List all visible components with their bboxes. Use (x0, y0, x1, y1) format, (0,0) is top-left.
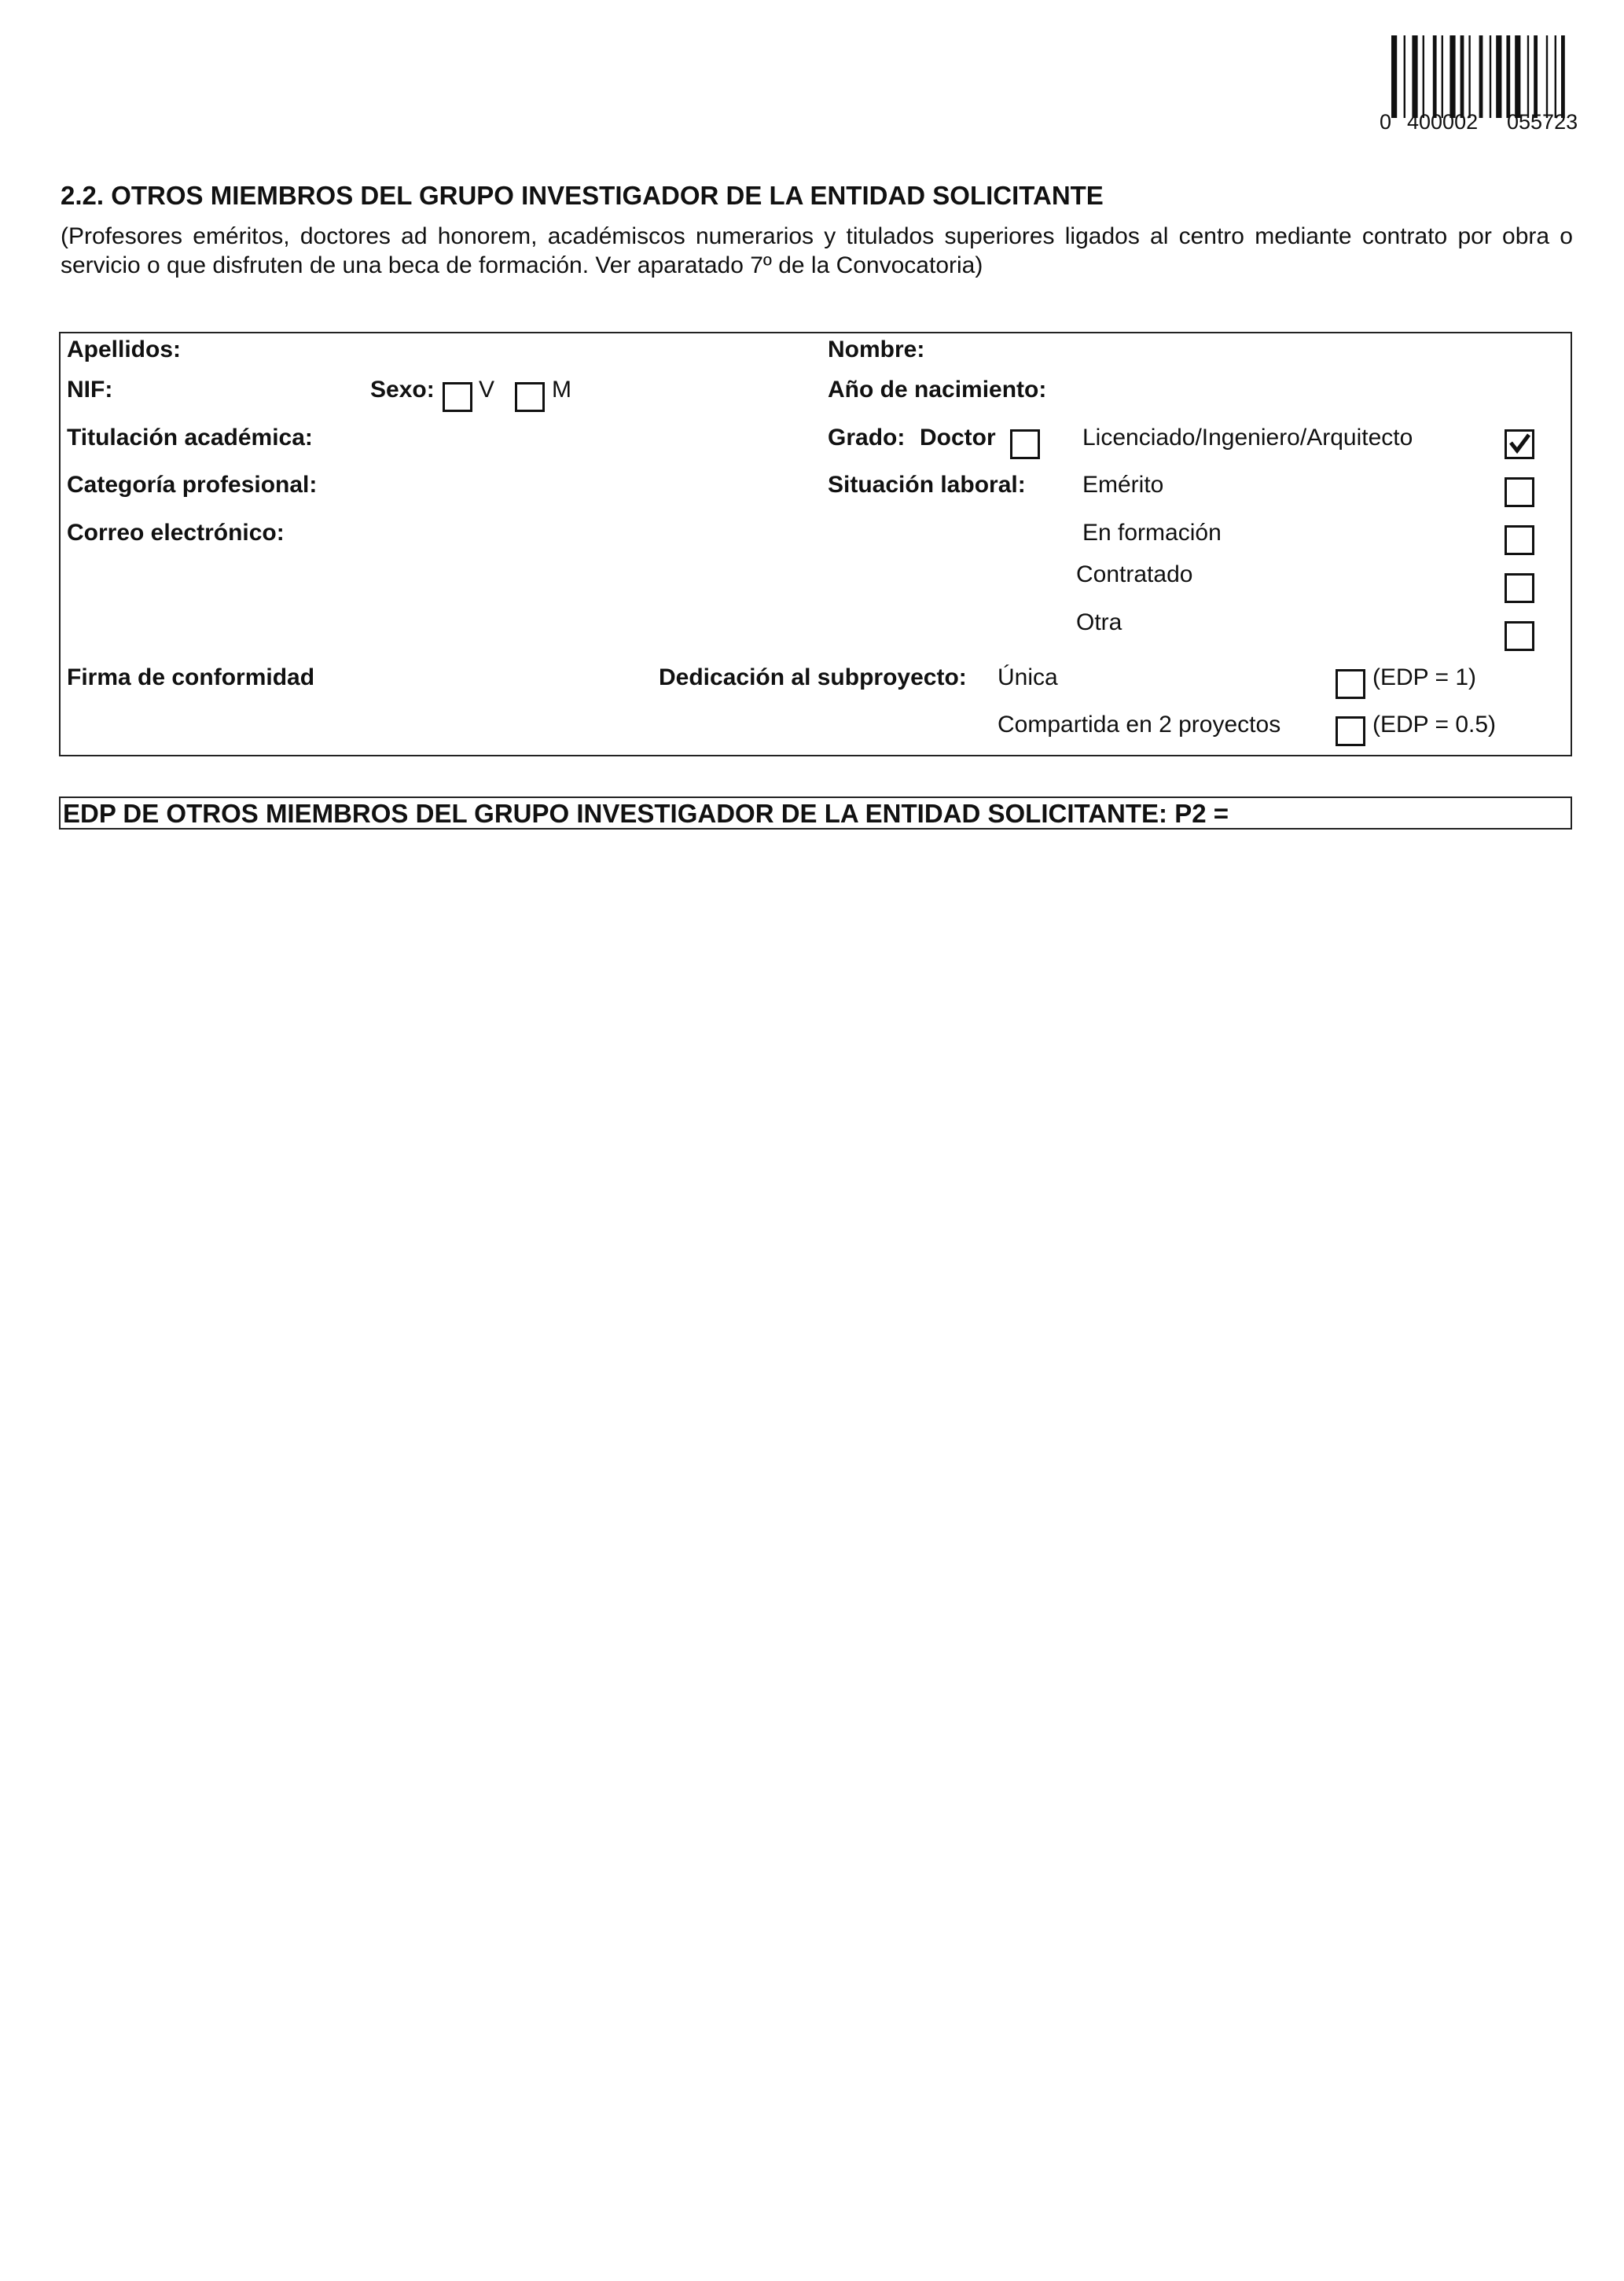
grado-label: Grado: (828, 425, 906, 451)
sexo-v-label: V (479, 377, 495, 403)
edp-summary-box (59, 797, 1572, 830)
dedicacion-unica-label: Única (998, 664, 1058, 690)
firma-label: Firma de conformidad (67, 664, 315, 690)
situacion-label: Situación laboral: (828, 472, 1026, 498)
situacion-otra-label: Otra (1076, 609, 1122, 635)
section-description: (Profesores eméritos, doctores ad honorem, académiscos numerarios y titulados superiores ligados al centro mediante contrato por obra o servicio o que disfruten de una beca de formación. Ver aparatado 7º de la Convocatoria) (61, 223, 1573, 278)
barcode-digits-right: 055723 (1507, 110, 1578, 134)
barcode-bar (1404, 35, 1405, 118)
doctor-checkbox[interactable] (1010, 429, 1040, 459)
unica-checkbox[interactable] (1336, 669, 1365, 699)
barcode-digits-mid: 400002 (1407, 110, 1479, 134)
barcode-bar (1506, 35, 1510, 118)
formacion-checkbox[interactable] (1505, 525, 1534, 555)
sexo-m-checkbox[interactable] (515, 382, 545, 412)
barcode-bar (1490, 35, 1491, 118)
sexo-label: Sexo: (370, 377, 435, 403)
dedicacion-unica-edp: (EDP = 1) (1372, 664, 1476, 690)
otra-checkbox[interactable] (1505, 621, 1534, 651)
section-title: 2.2. OTROS MIEMBROS DEL GRUPO INVESTIGADOR DE LA ENTIDAD SOLICITANTE (61, 181, 1104, 210)
checkmark-icon (1508, 432, 1530, 454)
barcode-bar (1433, 35, 1437, 118)
correo-label: Correo electrónico: (67, 520, 285, 546)
barcode-bar (1460, 35, 1464, 118)
categoria-label: Categoría profesional: (67, 472, 318, 498)
situacion-emerito-label: Emérito (1082, 472, 1164, 498)
sexo-v-checkbox[interactable] (443, 382, 472, 412)
barcode-bar (1423, 35, 1424, 118)
barcode-bar (1391, 35, 1397, 118)
ano-nacimiento-label: Año de nacimiento: (828, 377, 1047, 403)
emerito-checkbox[interactable] (1505, 477, 1534, 507)
situacion-formacion-label: En formación (1082, 520, 1222, 546)
grado-doctor-label: Doctor (920, 425, 996, 451)
barcode-bar (1468, 35, 1470, 118)
situacion-contratado-label: Contratado (1076, 561, 1193, 587)
titulacion-label: Titulación académica: (67, 425, 313, 451)
edp-summary-label: EDP DE OTROS MIEMBROS DEL GRUPO INVESTIGADOR DE LA ENTIDAD SOLICITANTE: P2 = (63, 799, 1229, 828)
barcode (1391, 35, 1589, 118)
barcode-bar (1515, 35, 1520, 118)
grado-licenciado-label: Licenciado/Ingeniero/Arquitecto (1082, 425, 1413, 451)
dedicacion-compartida-label: Compartida en 2 proyectos (998, 712, 1281, 738)
dedicacion-label: Dedicación al subproyecto: (659, 664, 967, 690)
contratado-checkbox[interactable] (1505, 573, 1534, 603)
barcode-digits-left: 0 (1380, 110, 1392, 134)
barcode-bar (1527, 35, 1529, 118)
licenciado-checkbox[interactable] (1505, 429, 1534, 459)
dedicacion-compartida-edp: (EDP = 0.5) (1372, 712, 1497, 738)
barcode-bar (1496, 35, 1501, 118)
barcode-bar (1561, 35, 1565, 118)
barcode-bar (1412, 35, 1417, 118)
barcode-bar (1534, 35, 1538, 118)
compartida-checkbox[interactable] (1336, 716, 1365, 746)
sexo-m-label: M (552, 377, 571, 403)
barcode-bar (1449, 35, 1455, 118)
nombre-label: Nombre: (828, 337, 925, 362)
barcode-bar (1479, 35, 1483, 118)
apellidos-label: Apellidos: (67, 337, 182, 362)
barcode-bar (1555, 35, 1556, 118)
barcode-bar (1546, 35, 1548, 118)
nif-label: NIF: (67, 377, 113, 403)
barcode-bar (1442, 35, 1443, 118)
